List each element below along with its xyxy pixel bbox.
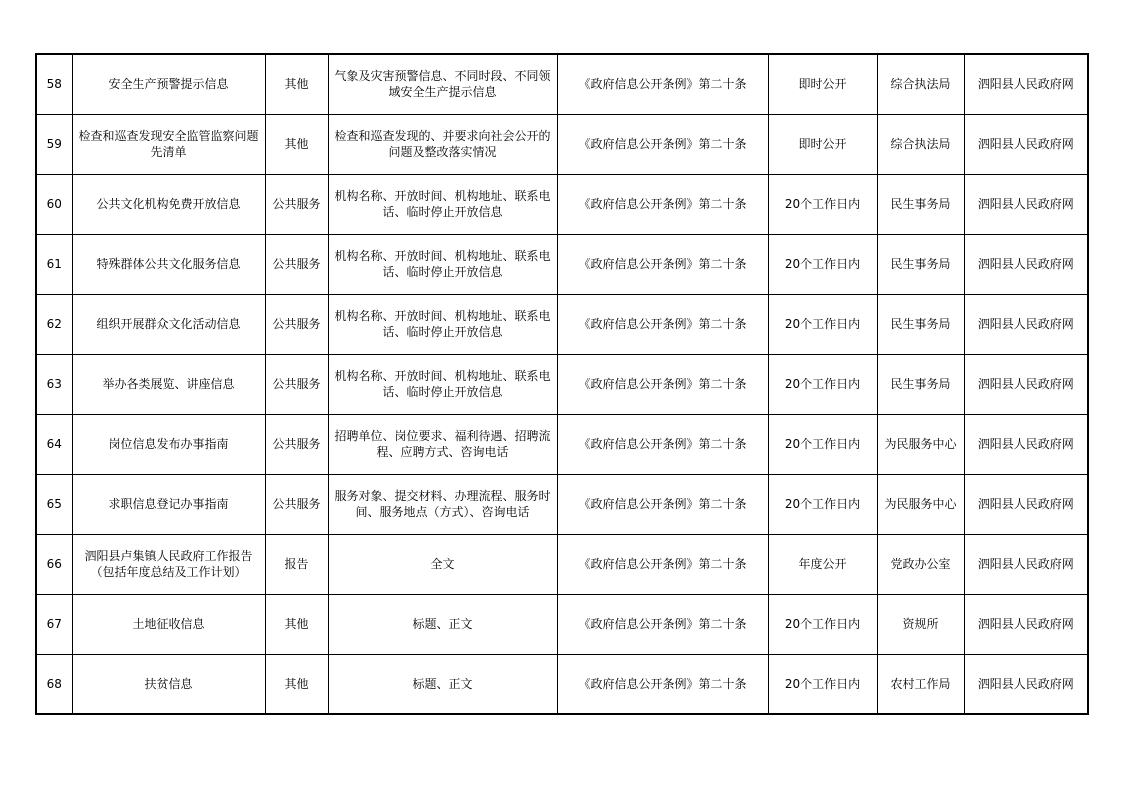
table-row [36, 174, 1088, 234]
disclosure-channel: 泗阳县人民政府网 [964, 54, 1088, 114]
disclosure-basis: 《政府信息公开条例》第二十条 [557, 174, 768, 234]
disclosure-channel: 泗阳县人民政府网 [964, 294, 1088, 354]
info-category: 其他 [265, 594, 328, 654]
info-category: 其他 [265, 654, 328, 714]
disclosure-time-limit: 20个工作日内 [768, 294, 877, 354]
disclosure-subject: 民生事务局 [877, 174, 964, 234]
disclosure-subject: 民生事务局 [877, 234, 964, 294]
info-category: 公共服务 [265, 354, 328, 414]
disclosure-channel: 泗阳县人民政府网 [964, 534, 1088, 594]
disclosure-channel: 泗阳县人民政府网 [964, 354, 1088, 414]
disclosure-channel: 泗阳县人民政府网 [964, 654, 1088, 714]
info-category: 公共服务 [265, 414, 328, 474]
info-item-name: 特殊群体公共文化服务信息 [72, 234, 265, 294]
info-item-name: 组织开展群众文化活动信息 [72, 294, 265, 354]
info-item-name: 求职信息登记办事指南 [72, 474, 265, 534]
table-row [36, 594, 1088, 654]
disclosure-channel: 泗阳县人民政府网 [964, 594, 1088, 654]
disclosure-subject: 综合执法局 [877, 54, 964, 114]
info-category: 公共服务 [265, 294, 328, 354]
row-number: 63 [36, 354, 72, 414]
row-number: 67 [36, 594, 72, 654]
disclosure-content: 机构名称、开放时间、机构地址、联系电话、临时停止开放信息 [328, 294, 557, 354]
disclosure-basis: 《政府信息公开条例》第二十条 [557, 534, 768, 594]
row-number: 59 [36, 114, 72, 174]
disclosure-content: 全文 [328, 534, 557, 594]
info-item-name: 泗阳县卢集镇人民政府工作报告（包括年度总结及工作计划） [72, 534, 265, 594]
disclosure-subject: 资规所 [877, 594, 964, 654]
disclosure-basis: 《政府信息公开条例》第二十条 [557, 354, 768, 414]
info-category: 其他 [265, 54, 328, 114]
info-item-name: 岗位信息发布办事指南 [72, 414, 265, 474]
disclosure-table [35, 53, 1089, 715]
disclosure-content: 标题、正文 [328, 654, 557, 714]
table-body [36, 54, 1088, 714]
disclosure-time-limit: 20个工作日内 [768, 654, 877, 714]
table-row [36, 474, 1088, 534]
disclosure-channel: 泗阳县人民政府网 [964, 474, 1088, 534]
info-category: 公共服务 [265, 474, 328, 534]
disclosure-time-limit: 20个工作日内 [768, 174, 877, 234]
disclosure-channel: 泗阳县人民政府网 [964, 414, 1088, 474]
info-item-name: 举办各类展览、讲座信息 [72, 354, 265, 414]
table-row [36, 414, 1088, 474]
disclosure-subject: 民生事务局 [877, 354, 964, 414]
disclosure-content: 标题、正文 [328, 594, 557, 654]
info-item-name: 公共文化机构免费开放信息 [72, 174, 265, 234]
disclosure-subject: 为民服务中心 [877, 474, 964, 534]
disclosure-time-limit: 20个工作日内 [768, 474, 877, 534]
row-number: 64 [36, 414, 72, 474]
info-item-name: 扶贫信息 [72, 654, 265, 714]
row-number: 62 [36, 294, 72, 354]
disclosure-basis: 《政府信息公开条例》第二十条 [557, 114, 768, 174]
disclosure-subject: 综合执法局 [877, 114, 964, 174]
disclosure-time-limit: 即时公开 [768, 114, 877, 174]
row-number: 68 [36, 654, 72, 714]
disclosure-time-limit: 20个工作日内 [768, 234, 877, 294]
info-category: 公共服务 [265, 174, 328, 234]
row-number: 60 [36, 174, 72, 234]
info-item-name: 检查和巡查发现安全监管监察问题先清单 [72, 114, 265, 174]
table-row [36, 234, 1088, 294]
row-number: 61 [36, 234, 72, 294]
disclosure-time-limit: 20个工作日内 [768, 414, 877, 474]
disclosure-subject: 党政办公室 [877, 534, 964, 594]
disclosure-basis: 《政府信息公开条例》第二十条 [557, 54, 768, 114]
disclosure-time-limit: 即时公开 [768, 54, 877, 114]
disclosure-basis: 《政府信息公开条例》第二十条 [557, 234, 768, 294]
table-row [36, 294, 1088, 354]
info-category: 公共服务 [265, 234, 328, 294]
disclosure-basis: 《政府信息公开条例》第二十条 [557, 414, 768, 474]
disclosure-subject: 民生事务局 [877, 294, 964, 354]
table-row [36, 654, 1088, 714]
disclosure-content: 服务对象、提交材料、办理流程、服务时间、服务地点（方式）、咨询电话 [328, 474, 557, 534]
disclosure-channel: 泗阳县人民政府网 [964, 234, 1088, 294]
disclosure-content: 招聘单位、岗位要求、福利待遇、招聘流程、应聘方式、咨询电话 [328, 414, 557, 474]
row-number: 58 [36, 54, 72, 114]
info-item-name: 土地征收信息 [72, 594, 265, 654]
disclosure-basis: 《政府信息公开条例》第二十条 [557, 294, 768, 354]
disclosure-time-limit: 20个工作日内 [768, 594, 877, 654]
disclosure-time-limit: 20个工作日内 [768, 354, 877, 414]
disclosure-content: 检查和巡查发现的、并要求向社会公开的问题及整改落实情况 [328, 114, 557, 174]
row-number: 65 [36, 474, 72, 534]
disclosure-content: 气象及灾害预警信息、不同时段、不同领域安全生产提示信息 [328, 54, 557, 114]
disclosure-subject: 为民服务中心 [877, 414, 964, 474]
disclosure-basis: 《政府信息公开条例》第二十条 [557, 474, 768, 534]
disclosure-subject: 农村工作局 [877, 654, 964, 714]
row-number: 66 [36, 534, 72, 594]
disclosure-basis: 《政府信息公开条例》第二十条 [557, 594, 768, 654]
info-category: 其他 [265, 114, 328, 174]
table-row [36, 534, 1088, 594]
info-item-name: 安全生产预警提示信息 [72, 54, 265, 114]
disclosure-time-limit: 年度公开 [768, 534, 877, 594]
table-row [36, 114, 1088, 174]
disclosure-basis: 《政府信息公开条例》第二十条 [557, 654, 768, 714]
table-row [36, 354, 1088, 414]
disclosure-content: 机构名称、开放时间、机构地址、联系电话、临时停止开放信息 [328, 354, 557, 414]
disclosure-content: 机构名称、开放时间、机构地址、联系电话、临时停止开放信息 [328, 234, 557, 294]
disclosure-channel: 泗阳县人民政府网 [964, 174, 1088, 234]
disclosure-channel: 泗阳县人民政府网 [964, 114, 1088, 174]
table-row [36, 54, 1088, 114]
info-category: 报告 [265, 534, 328, 594]
disclosure-content: 机构名称、开放时间、机构地址、联系电话、临时停止开放信息 [328, 174, 557, 234]
